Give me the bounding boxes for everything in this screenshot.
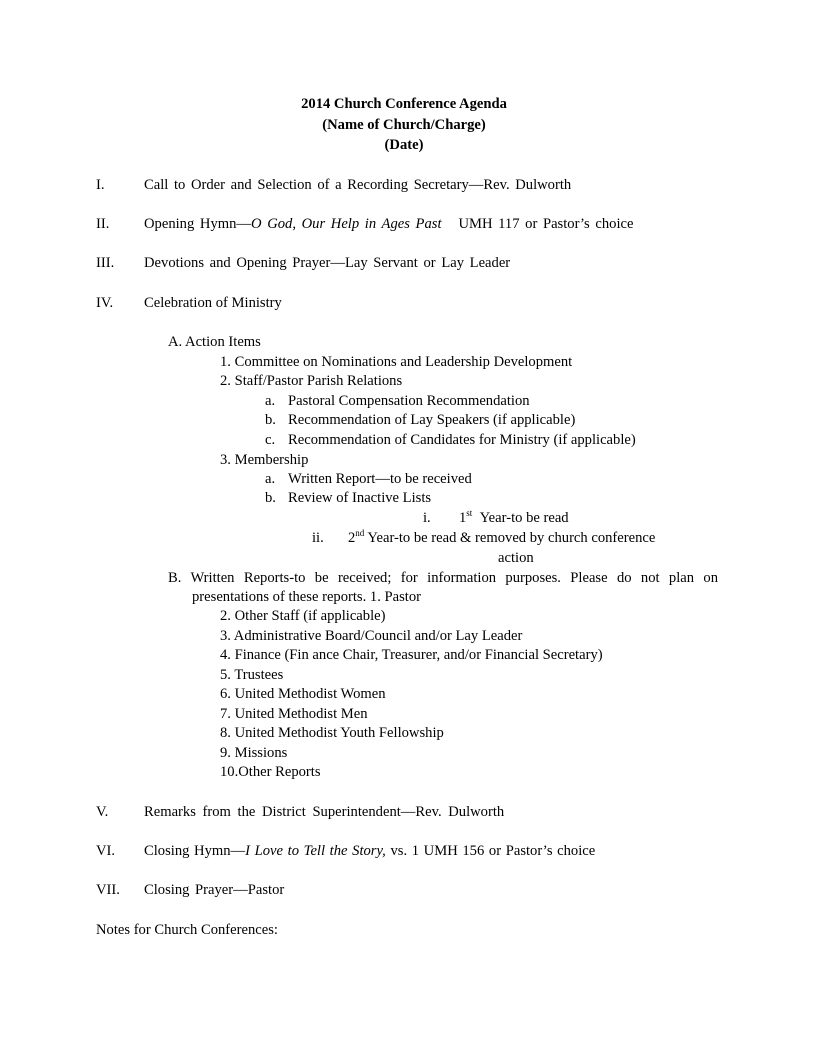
list-item: 2. Staff/Pastor Parish Relations xyxy=(220,373,403,389)
agenda-item-text: Devotions and Opening Prayer—Lay Servant or Lay Leader xyxy=(144,255,511,271)
list-item: 8. United Methodist Youth Fellowship xyxy=(220,725,444,741)
written-reports-heading: B. Written Reports-to be received; for information purposes. Please do not plan on xyxy=(168,570,718,586)
sub-item-letter: a. xyxy=(265,393,276,409)
roman-numeral: V. xyxy=(96,804,109,820)
roman-numeral: II. xyxy=(96,216,110,232)
notes-label: Notes for Church Conferences: xyxy=(96,922,278,938)
list-item: 7. United Methodist Men xyxy=(220,706,368,722)
roman-numeral: I. xyxy=(96,177,105,193)
roman-numeral: VII. xyxy=(96,882,120,898)
agenda-item-text: Remarks from the District Superintendent—Rev. Dulworth xyxy=(144,804,505,820)
church-name-placeholder: (Name of Church/Charge) xyxy=(322,117,486,133)
sub-item-text: Recommendation of Lay Speakers (if applicable) xyxy=(288,412,576,428)
sub-item-text: Written Report—to be received xyxy=(288,471,472,487)
list-item: 4. Finance (Fin ance Chair, Treasurer, and/or Financial Secretary) xyxy=(220,647,603,663)
written-reports-heading-cont: presentations of these reports. 1. Pastor xyxy=(192,589,421,605)
list-item: 3. Administrative Board/Council and/or Lay Leader xyxy=(220,628,523,644)
list-item: 3. Membership xyxy=(220,452,309,468)
sub-item-text: Recommendation of Candidates for Ministry (if applicable) xyxy=(288,432,636,448)
roman-numeral: III. xyxy=(96,255,115,271)
page-title: 2014 Church Conference Agenda xyxy=(301,96,507,112)
sub-item-letter: a. xyxy=(265,471,276,487)
hymn-title: I Love to Tell the Story, xyxy=(245,843,386,859)
roman-sub-continuation: action xyxy=(498,550,534,566)
date-placeholder: (Date) xyxy=(384,137,424,153)
roman-numeral: VI. xyxy=(96,843,116,859)
list-item: 1. Committee on Nominations and Leadership Development xyxy=(220,354,573,370)
roman-sub-text: 2nd Year-to be read & removed by church conference xyxy=(348,528,656,546)
sub-item-letter: c. xyxy=(265,432,276,448)
sub-item-letter: b. xyxy=(265,412,276,428)
roman-sub-numeral: ii. xyxy=(312,530,324,546)
roman-sub-text: 1st Year-to be read xyxy=(459,508,569,526)
sub-item-text: Review of Inactive Lists xyxy=(288,490,432,506)
list-item: 5. Trustees xyxy=(220,667,284,683)
roman-numeral: IV. xyxy=(96,295,114,311)
action-items-heading: A. Action Items xyxy=(168,334,261,350)
agenda-item-text: Opening Hymn—O God, Our Help in Ages Past UMH 117 or Pastor’s choice xyxy=(144,216,634,232)
agenda-item-text: Celebration of Ministry xyxy=(144,295,282,311)
roman-sub-numeral: i. xyxy=(423,510,431,526)
agenda-item-text: Closing Prayer—Pastor xyxy=(144,882,285,898)
agenda-item-text: Closing Hymn—I Love to Tell the Story, vs. 1 UMH 156 or Pastor’s choice xyxy=(144,843,596,859)
hymn-title: O God, Our Help in Ages Past xyxy=(251,216,442,232)
list-item: 10.Other Reports xyxy=(220,764,321,780)
agenda-item-text: Call to Order and Selection of a Recording Secretary—Rev. Dulworth xyxy=(144,177,572,193)
list-item: 9. Missions xyxy=(220,745,288,761)
list-item: 6. United Methodist Women xyxy=(220,686,386,702)
sub-item-letter: b. xyxy=(265,490,276,506)
list-item: 2. Other Staff (if applicable) xyxy=(220,608,386,624)
sub-item-text: Pastoral Compensation Recommendation xyxy=(288,393,530,409)
